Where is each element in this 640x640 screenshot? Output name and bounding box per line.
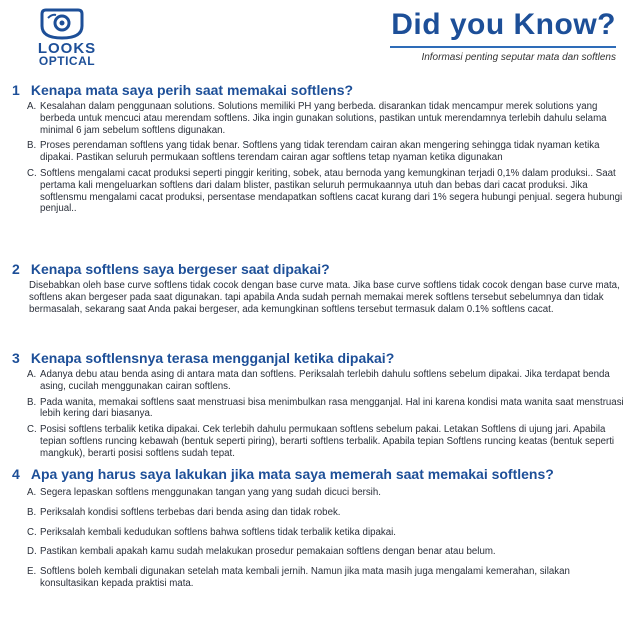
item-text: Adanya debu atau benda asing di antara mata dan softlens. Periksalah terlebih dahulu softlens sebelum dipakai. Jika terdapat benda asing, cucilah menggunakan cairan softlens.	[40, 369, 610, 392]
item-text: Softlens boleh kembali digunakan setelah mata kembali jernih. Namun jika mata masih juga mengalami kemerahan, silakan konsultasikan kepada praktisi mata.	[40, 566, 570, 589]
faq-section-4	[12, 465, 624, 590]
brand-line1: LOOKS	[37, 40, 97, 57]
list-item	[12, 140, 624, 164]
eye-logo-icon	[38, 8, 86, 40]
list-item	[12, 369, 624, 393]
item-label: C.	[27, 167, 37, 179]
item-text: Segera lepaskan softlens menggunakan tangan yang yang sudah dicuci bersih.	[40, 487, 381, 498]
question-heading	[12, 349, 624, 367]
item-label: C.	[27, 526, 37, 538]
title-divider	[390, 46, 616, 48]
item-text: Softlens mengalami cacat produksi seperti pinggir keriting, sobek, atau bernoda yang kemungkinan terjadi 0,1% dalam produksi.. Saat pertama kali mengeluarkan softlens dari dalam blister, pastikan seluruh permukaannya utuh dan bebas dari cacat produksi. Jika softlensmu mengalami cacat produksi, persentase mendapatkan softlens cacat kurang dari 1% segera hubungi penjual. segera hubungi penjual..	[40, 167, 623, 215]
item-label: B.	[27, 140, 37, 152]
item-text: Posisi softlens terbalik ketika dipakai. Cek terlebih dahulu permukaan softlens sebelum pakai. Letakan Softlens di ujung jari. Apabila tepian softlens runcing kebawah (bentuk seperti piring), berarti softlens terbalik. Apabila tepian Softlens runcing keatas (bentuk seperti mangkuk), berarti posisi softlens sudah tepat.	[40, 424, 615, 459]
list-item	[12, 566, 624, 590]
question-heading	[12, 260, 624, 278]
list-item	[12, 397, 624, 421]
item-label: B.	[27, 506, 37, 518]
item-label: D.	[27, 546, 37, 558]
list-item	[12, 527, 624, 539]
item-label: A.	[27, 487, 37, 498]
answer-paragraph: Disebabkan oleh base curve softlens tidak cocok dengan base curve mata. Jika base curve softlens tidak cocok dengan base curve mata, softlens akan bergeser pada saat digunakan. tapi apabila Anda sudah pernah memakai merek softlens tersebut sebelumnya dan tidak bermasalah, sekarang saat Anda pakai bergeser, ada kemungkinan softlens tersebut termasuk dalam 0.1% softlens cacat.	[29, 280, 620, 315]
question-number: 3	[12, 350, 20, 366]
faq-section-3	[12, 349, 624, 460]
item-text: Kesalahan dalam penggunaan solutions. Solutions memiliki PH yang berbeda. disarankan tidak mencampur merek solutions yang berbeda untuk mencuci atau merendam softlens. Jika ingin gunakan solutions, pastikan untuk merendamnya terlebih dahulu selama minimal 6 jam sebelum softlens digunakan.	[40, 101, 607, 136]
item-text: Pada wanita, memakai softlens saat menstruasi bisa menimbulkan rasa mengganjal. Hal ini karena kondisi mata wanita saat menstruasi lebih kering dari biasanya.	[40, 396, 624, 420]
brand-name	[32, 42, 102, 68]
item-label: A.	[27, 369, 37, 380]
item-text: Periksalah kembali kedudukan softlens bahwa softlens tidak terbalik ketika dipakai.	[40, 526, 396, 538]
header	[0, 0, 640, 80]
item-label: B.	[27, 396, 37, 408]
list-item	[12, 424, 624, 459]
faq-section-1	[12, 81, 624, 215]
question-number: 1	[12, 82, 20, 98]
list-item	[12, 546, 624, 558]
list-item	[12, 168, 624, 215]
question-text: Kenapa mata saya perih saat memakai softlens?	[30, 82, 354, 98]
question-number: 2	[12, 261, 20, 277]
question-text: Kenapa softlensnya terasa mengganjal ketika dipakai?	[30, 350, 395, 366]
brand-line2: OPTICAL	[38, 54, 96, 68]
page-subtitle: Informasi penting seputar mata dan softlens	[421, 52, 616, 63]
question-heading	[12, 465, 624, 483]
item-label: E.	[27, 566, 37, 578]
item-text: Pastikan kembali apakah kamu sudah melakukan prosedur pemakaian softlens dengan benar atau belum.	[40, 546, 496, 558]
item-text: Periksalah kondisi softlens terbebas dari benda asing dan tidak robek.	[40, 506, 341, 518]
list-item	[12, 487, 624, 499]
item-label: A.	[27, 101, 37, 112]
question-text: Kenapa softlens saya bergeser saat dipakai?	[30, 261, 330, 277]
question-text: Apa yang harus saya lakukan jika mata saya memerah saat memakai softlens?	[30, 466, 554, 482]
list-item	[12, 101, 624, 136]
question-heading	[12, 81, 624, 99]
page-title: Did you Know?	[391, 8, 616, 41]
item-label: C.	[27, 424, 37, 436]
list-item	[12, 507, 624, 519]
question-number: 4	[12, 466, 20, 482]
item-text: Proses perendaman softlens yang tidak benar. Softlens yang tidak terendam cairan akan mengering sehingga tidak nyaman ketika dipakai. Pastikan seluruh permukaan softlens terendam cairan agar softlens tetap nyaman ketika digunakan	[40, 140, 600, 164]
faq-section-2	[12, 260, 624, 315]
